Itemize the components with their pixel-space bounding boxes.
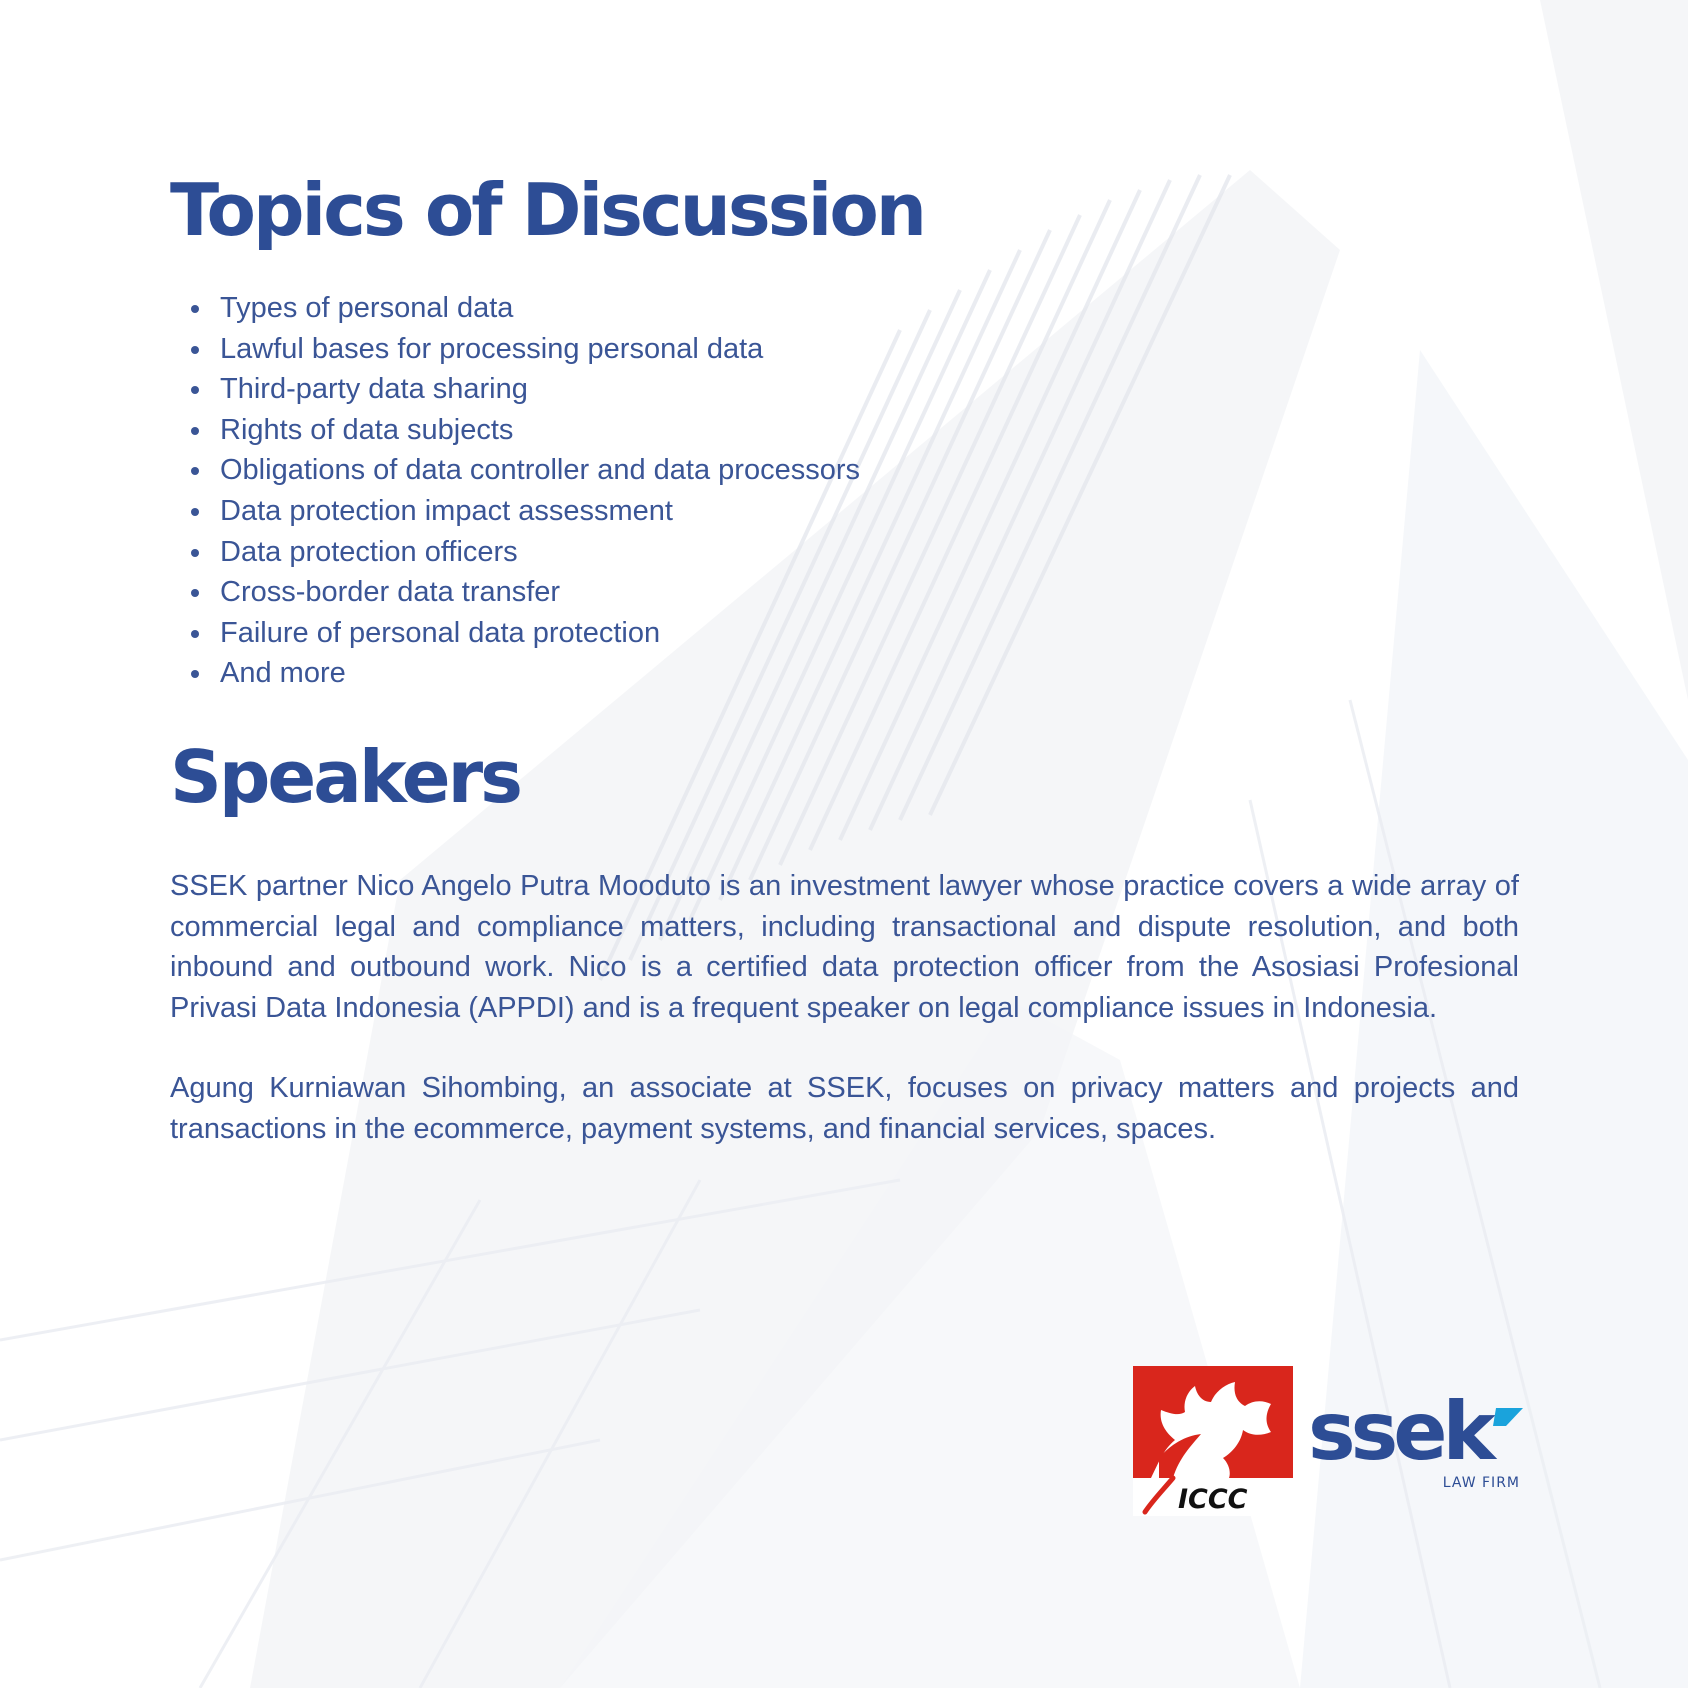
bullet-icon [191, 630, 199, 638]
logo-row [1133, 1366, 1523, 1516]
topic-text: Data protection impact assessment [220, 494, 673, 527]
topics-title: Topics of Discussion [170, 168, 925, 252]
bullet-icon [191, 346, 199, 354]
ssek-logo [1308, 1396, 1523, 1496]
list-item [170, 410, 1519, 451]
list-item [170, 491, 1519, 532]
list-item [170, 288, 1519, 329]
topic-text: Third-party data sharing [220, 373, 528, 406]
list-item [170, 369, 1519, 410]
speakers-title: Speakers [170, 734, 520, 819]
iccc-logo-text: ICCC [1178, 1484, 1248, 1515]
list-item [170, 532, 1519, 573]
bullet-icon [191, 305, 199, 313]
list-item [170, 450, 1519, 491]
bullet-icon [191, 589, 199, 597]
main-content [170, 165, 1519, 1150]
topic-text: Rights of data subjects [220, 413, 514, 446]
list-item [170, 572, 1519, 613]
list-item [170, 329, 1519, 370]
bullet-icon [191, 427, 199, 435]
iccc-logo [1133, 1366, 1293, 1516]
speaker-bio-agung: Agung Kurniawan Sihombing, an associate at SSEK, focuses on privacy matters and projects and transactions in the ecommerce, payment systems, and financial services, spaces. [170, 1072, 1519, 1145]
topic-text: Cross-border data transfer [220, 576, 561, 609]
speaker-bio-nico: SSEK partner Nico Angelo Putra Mooduto is an investment lawyer whose practice covers a wide array of commercial legal and compliance matters, including transactional and dispute resolution, and both inbound and outbound work. Nico is a certified data protection officer from the Asosiasi Profesional Privasi Data Indonesia (APPDI) and is a frequent speaker on legal compliance issues in Indonesia. [170, 869, 1519, 1024]
ssek-logo-subtitle: LAW FIRM [1442, 1475, 1520, 1491]
bullet-icon [191, 670, 199, 678]
list-item [170, 613, 1519, 654]
ssek-logo-text: ssek [1308, 1396, 1491, 1478]
list-item [170, 653, 1519, 694]
bullet-icon [191, 467, 199, 475]
topic-text: Types of personal data [220, 292, 514, 324]
topic-text: Lawful bases for processing personal data [220, 332, 764, 365]
bullet-icon [191, 386, 199, 394]
topic-text: Failure of personal data protection [220, 616, 661, 649]
topics-list [170, 288, 1519, 694]
topic-text: Obligations of data controller and data processors [220, 454, 860, 487]
bullet-icon [191, 549, 199, 557]
bullet-icon [191, 508, 199, 516]
topic-text: And more [220, 657, 346, 690]
topic-text: Data protection officers [220, 535, 518, 568]
